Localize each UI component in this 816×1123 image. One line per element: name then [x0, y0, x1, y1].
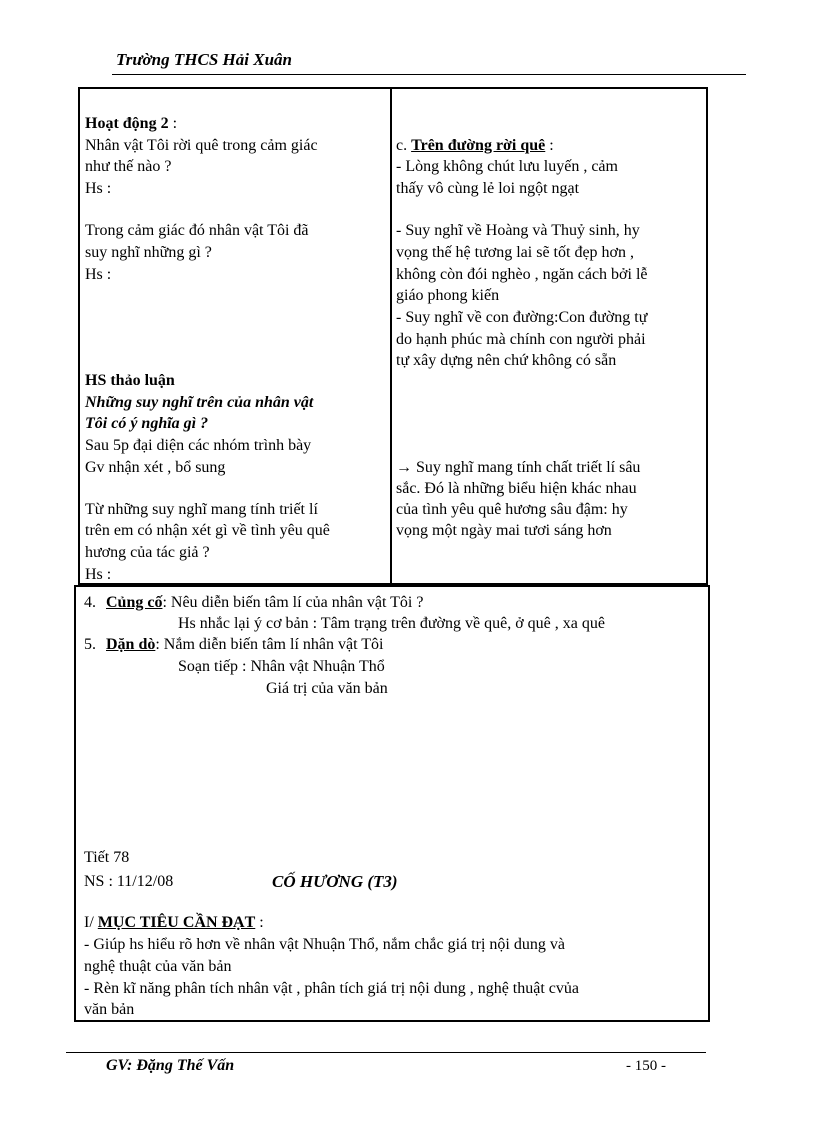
school-header: Trường THCS Hải Xuân	[116, 50, 292, 69]
objective-line: - Giúp hs hiểu rõ hơn về nhân vật Nhuận Thổ, nắm chắc giá trị nội dung và	[84, 936, 565, 953]
left-line: Tôi có ý nghĩa gì ?	[85, 415, 209, 432]
item-5-sub: Giá trị của văn bản	[266, 680, 388, 697]
column-divider	[390, 89, 392, 583]
right-line: - Suy nghĩ về con đường:Con đường tự	[396, 309, 648, 326]
objectives-heading: I/ MỤC TIÊU CẦN ĐẠT :	[84, 914, 264, 931]
right-line: c. Trên đường rời quê :	[396, 137, 554, 154]
left-line: như thế nào ?	[85, 158, 172, 175]
right-line: sắc. Đó là những biểu hiện khác nhau	[396, 480, 637, 497]
page-number: - 150 -	[626, 1058, 666, 1074]
item-4-sub: Hs nhắc lại ý cơ bản : Tâm trạng trên đường về quê, ở quê , xa quê	[178, 615, 605, 632]
left-line: Nhân vật Tôi rời quê trong cảm giác	[85, 137, 318, 154]
left-line: Hs :	[85, 566, 112, 583]
right-line: vọng thế hệ tương lai sẽ tốt đẹp hơn ,	[396, 244, 634, 261]
right-line: giáo phong kiến	[396, 287, 500, 304]
item-5: 5. Dặn dò: Nắm diễn biến tâm lí nhân vật Tôi	[84, 636, 384, 653]
teacher-name: GV: Đặng Thế Vấn	[106, 1057, 235, 1074]
item-5-sub: Soạn tiếp : Nhân vật Nhuận Thổ	[178, 658, 385, 675]
objective-line: văn bản	[84, 1001, 135, 1018]
lesson-title: CỐ HƯƠNG (T3)	[272, 872, 398, 891]
left-line: Trong cảm giác đó nhân vật Tôi đã	[85, 222, 309, 239]
left-line: Gv nhận xét , bổ sung	[85, 459, 226, 476]
left-line: Hoạt động 2 :	[85, 115, 178, 132]
left-line: trên em có nhận xét gì về tình yêu quê	[85, 522, 330, 539]
left-line: Sau 5p đại diện các nhóm trình bày	[85, 437, 312, 454]
left-line: Từ những suy nghĩ mang tính triết lí	[85, 501, 318, 518]
right-line: của tình yêu quê hương sâu đậm: hy	[396, 501, 628, 518]
objective-line: - Rèn kĩ năng phân tích nhân vật , phân tích giá trị nội dung , nghệ thuật cvủa	[84, 980, 579, 997]
objective-line: nghệ thuật của văn bản	[84, 958, 232, 975]
right-line: tự xây dựng nên chứ không có sẵn	[396, 352, 617, 369]
right-line: → Suy nghĩ mang tính chất triết lí sâu	[396, 459, 641, 476]
left-line: hương của tác giả ?	[85, 544, 210, 561]
item-4: 4. Củng cố: Nêu diễn biến tâm lí của nhân vật Tôi ?	[84, 594, 424, 611]
left-line: HS thảo luận	[85, 372, 175, 389]
right-line: do hạnh phúc mà chính con người phải	[396, 331, 646, 348]
footer-rule	[66, 1052, 706, 1053]
right-line: không còn đói nghèo , ngăn cách bởi lễ	[396, 266, 648, 283]
right-line: - Lòng không chút lưu luyến , cảm	[396, 158, 618, 175]
header-rule	[112, 74, 746, 75]
ns-date: NS : 11/12/08	[84, 873, 174, 890]
left-line: Hs :	[85, 180, 112, 197]
right-line: vọng một ngày mai tươi sáng hơn	[396, 522, 612, 539]
right-line: thấy vô cùng lẻ loi ngột ngạt	[396, 180, 580, 197]
lesson-number: Tiết 78	[84, 849, 130, 866]
left-line: Hs :	[85, 266, 112, 283]
left-line: suy nghĩ những gì ?	[85, 244, 212, 261]
left-line: Những suy nghĩ trên của nhân vật	[85, 394, 314, 411]
right-line: - Suy nghĩ về Hoàng và Thuỷ sinh, hy	[396, 222, 640, 239]
